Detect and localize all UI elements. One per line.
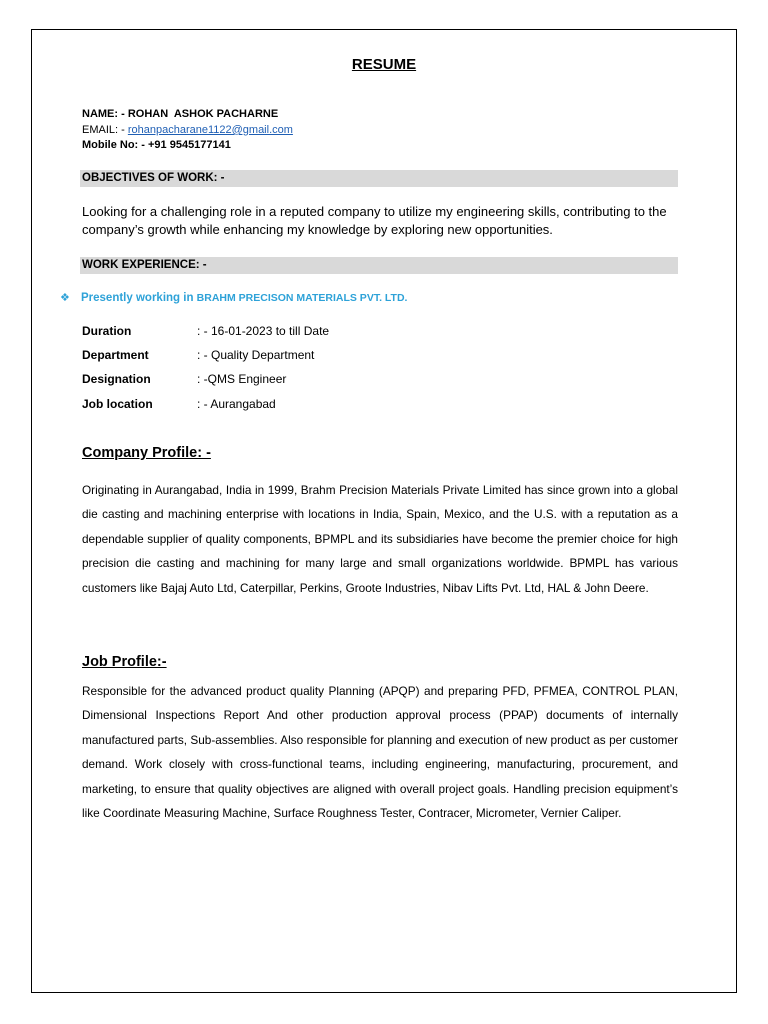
candidate-name: ROHAN ASHOK PACHARNE — [127, 108, 279, 120]
email-label: EMAIL: - — [82, 124, 128, 136]
mobile-label: Mobile No: - — [82, 139, 148, 151]
detail-row-duration — [82, 323, 329, 339]
job-profile-heading: Job Profile:- — [82, 654, 167, 670]
detail-value: : -QMS Engineer — [197, 372, 287, 386]
name-label: NAME: - — [82, 108, 128, 120]
presently-working-line — [60, 291, 407, 304]
job-profile-text: Responsible for the advanced product quality Planning (APQP) and preparing PFD, PFMEA, CONTROL PLAN, Dimensional Inspections Report And other production approval process (PPAP) documents of internally manufactured parts, Sub-assemblies. Also responsible for planning and execution of new product as per customer demand. Work closely with cross-functional teams, including engineering, manufacturing, procurement, and marketing, to ensure that quality objectives are aligned with overall project goals. Handling precision equipment’s like Coordinate Measuring Machine, Surface Roughness Tester, Contracer, Micrometer, Vernier Caliper. — [82, 684, 678, 821]
company-profile-text: Originating in Aurangabad, India in 1999, Brahm Precision Materials Private Limited has since grown into a global die casting and machining enterprise with locations in India, Spain, Mexico, and the U.S. with a reputation as a dependable supplier of quality components, BPMPL and its subsidiaries have become the premier choice for high precision die casting and machining for many large and small organizations worldwide. BPMPL has various customers like Bajaj Auto Ltd, Caterpillar, Perkins, Groote Industries, Nibav Lifts Pvt. Ltd, HAL & John Deere. — [82, 483, 678, 595]
detail-row-department — [82, 347, 314, 363]
detail-label: Job location — [82, 397, 153, 411]
detail-label: Designation — [82, 372, 151, 386]
detail-row-job-location — [82, 396, 276, 412]
email-link[interactable]: rohanpacharane1122@gmail.com — [127, 124, 293, 136]
detail-value: : - 16-01-2023 to till Date — [197, 324, 330, 338]
diamond-bullet-icon: ❖ — [60, 292, 70, 304]
detail-label: Department — [82, 348, 149, 362]
detail-value: : - Aurangabad — [197, 397, 276, 411]
resume-title: RESUME — [351, 56, 417, 73]
name-line — [82, 107, 278, 121]
detail-value: : - Quality Department — [197, 348, 315, 362]
email-line — [82, 123, 293, 137]
presently-prefix: Presently working in — [81, 292, 197, 304]
company-name: BRAHM PRECISON MATERIALS PVT. LTD. — [196, 292, 408, 304]
objective-text: Looking for a challenging role in a reputed company to utilize my engineering skills, contributing to the company’s growth while enhancing my knowledge by exploring new opportunities. — [82, 204, 667, 237]
objectives-heading: OBJECTIVES OF WORK: - — [80, 170, 678, 187]
detail-label: Duration — [82, 324, 132, 338]
mobile-line — [82, 138, 231, 152]
detail-row-designation — [82, 371, 286, 387]
mobile-number: +91 9545177141 — [148, 139, 231, 151]
company-profile-heading: Company Profile: - — [82, 445, 211, 461]
work-experience-heading: WORK EXPERIENCE: - — [80, 257, 678, 274]
